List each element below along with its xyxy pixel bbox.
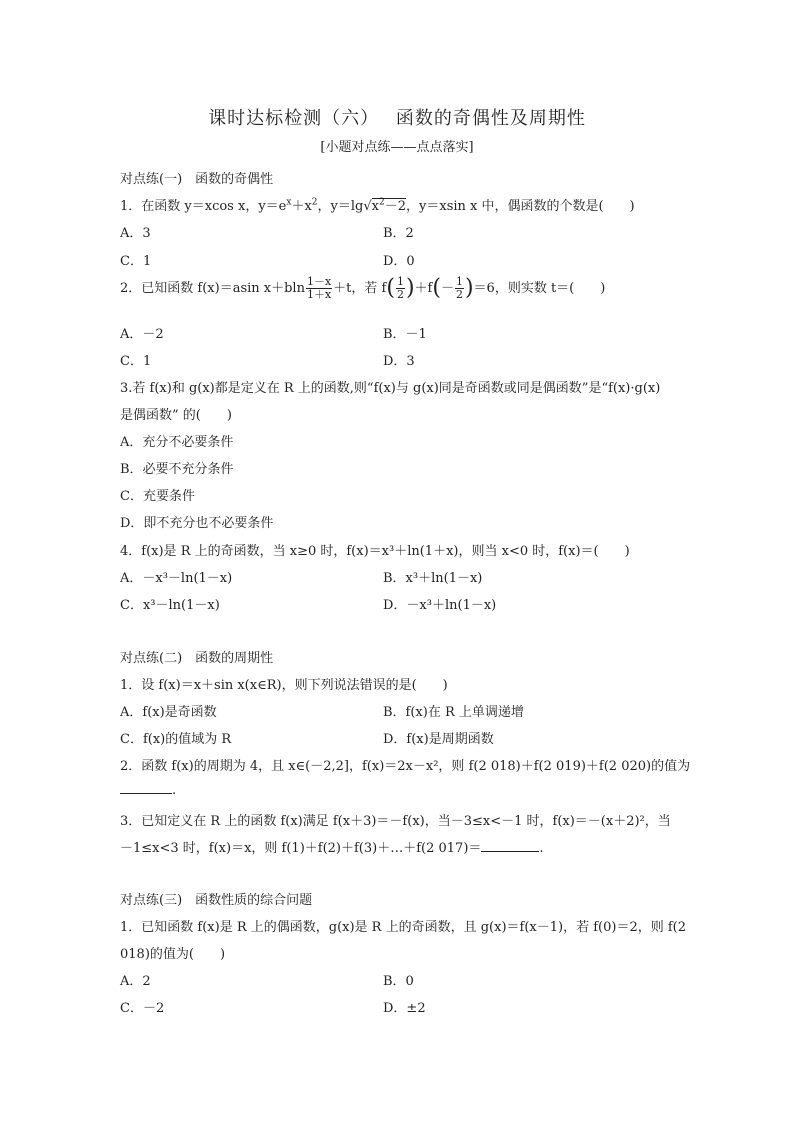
s2-q2-stem-line1: 2．函数 f(x)的周期为 4，且 x∈(－2,2]，f(x)＝2x－x²，则 f(2 018)＋f(2 019)＋f(2 020)的值为 — [120, 759, 691, 774]
s1-q1-option-a: A．3 — [120, 226, 151, 241]
answer-blank[interactable] — [120, 781, 172, 794]
s1-q2-option-c: C．1 — [120, 354, 152, 369]
s1-q3-option-d: D．即不充分也不必要条件 — [120, 516, 274, 531]
s1-q1-text-b: ＋x — [291, 199, 312, 214]
s1-q1-sup2: 2 — [311, 197, 318, 208]
s1-q4-option-a: A．－x³－ln(1－x) — [120, 571, 233, 586]
s1-q3-stem-line2: 是偶函数” 的( ) — [120, 408, 232, 423]
s1-q2-option-d: D．3 — [383, 354, 415, 369]
s1-q1-option-c: C．1 — [120, 254, 152, 269]
s1-q2-arg2 — [455, 276, 464, 301]
s2-q1-option-c: C．f(x)的值域为 R — [120, 732, 232, 747]
s2-q1-stem: 1．设 f(x)＝x＋sin x(x∈R)，则下列说法错误的是( ) — [120, 678, 448, 693]
s1-q1-stem — [120, 195, 635, 214]
s1-q4-option-c: C．x³－ln(1－x) — [120, 598, 220, 613]
left-paren-2: ( — [432, 275, 441, 301]
sqrt-symbol: √ — [363, 199, 372, 214]
s1-q1-radicand — [372, 198, 406, 214]
s1-q1-text-d: ，y＝xsin x 中，偶函数的个数是( ) — [406, 199, 635, 214]
page-title: 课时达标检测（六） 函数的奇偶性及周期性 — [208, 108, 586, 129]
s1-q3-stem-line1: 3.若 f(x)和 g(x)都是定义在 R 上的函数,则“f(x)与 g(x)同是奇函数或同是偶函数”是“f(x)·g(x) — [120, 381, 661, 396]
left-paren-1: ( — [386, 275, 395, 301]
s1-q2-stem — [120, 276, 605, 301]
s3-q1-stem-line1: 1．已知函数 f(x)是 R 上的偶函数，g(x)是 R 上的奇函数，且 g(x)＝f(x－1)，若 f(0)＝2，则 f(2 — [120, 920, 686, 935]
s1-q1-sup1: x — [286, 197, 292, 208]
s2-q1-option-b: B．f(x)在 R 上单调递增 — [383, 705, 524, 720]
s1-q1-option-d: D．0 — [383, 254, 415, 269]
answer-blank[interactable] — [481, 839, 539, 852]
arg2-denominator: 2 — [455, 288, 463, 301]
s2-q2-period: . — [172, 783, 177, 798]
s1-q2-text-d: ＝6，则实数 t＝( ) — [473, 281, 606, 296]
s1-q2-option-b: B．－1 — [383, 327, 427, 342]
radicand-sup: 2 — [379, 197, 385, 208]
s2-q1-option-a: A．f(x)是奇函数 — [120, 705, 217, 720]
s1-q2-option-a: A．－2 — [120, 327, 164, 342]
s2-q2-stem-line2 — [120, 781, 176, 798]
s3-q1-stem-line2: 018)的值为( ) — [120, 947, 226, 962]
s2-q3-text: －1≤x<3 时，f(x)＝x，则 f(1)＋f(2)＋f(3)＋…＋f(2 017)＝ — [120, 841, 482, 856]
radicand-rest: －2 — [384, 199, 407, 214]
s3-q1-option-c: C．－2 — [120, 1001, 165, 1016]
frac-denominator: 1＋x — [306, 288, 332, 301]
s1-q3-option-c: C．充要条件 — [120, 489, 195, 504]
s1-q2-text-c: ＋f — [414, 281, 433, 296]
s1-q2-log-fraction — [306, 276, 332, 301]
arg1-numerator: 1 — [396, 275, 404, 288]
s2-q1-option-d: D．f(x)是周期函数 — [383, 732, 494, 747]
arg1-denominator: 2 — [396, 288, 404, 301]
s2-q3-stem-line1: 3．已知定义在 R 上的函数 f(x)满足 f(x＋3)＝－f(x)，当－3≤x<－1 时，f(x)＝－(x＋2)²，当 — [120, 814, 671, 829]
s1-q1-text-c: ，y＝lg — [317, 199, 364, 214]
arg2-numerator: 1 — [455, 275, 463, 288]
section-heading-periodicity: 对点练(二) 函数的周期性 — [120, 651, 274, 666]
right-paren-2: ) — [464, 275, 474, 301]
s1-q4-option-b: B．x³＋ln(1－x) — [383, 571, 483, 586]
section-heading-parity: 对点练(一) 函数的奇偶性 — [120, 172, 274, 187]
arg2-sign: － — [440, 281, 454, 296]
section-heading-combined: 对点练(三) 函数性质的综合问题 — [120, 893, 313, 908]
s1-q1-text-a: 1．在函数 y＝xcos x，y＝e — [120, 199, 287, 214]
page-subtitle: [小题对点练——点点落实] — [320, 140, 474, 155]
s1-q4-option-d: D．－x³＋ln(1－x) — [383, 598, 497, 613]
s1-q2-arg1 — [396, 276, 405, 301]
s1-q4-stem: 4．f(x)是 R 上的奇函数，当 x≥0 时，f(x)＝x³＋ln(1＋x)，则当 x<0 时，f(x)＝( ) — [120, 544, 630, 559]
s2-q3-period: . — [539, 841, 544, 856]
s1-q3-option-b: B．必要不充分条件 — [120, 462, 234, 477]
right-paren-1: ) — [405, 275, 415, 301]
s3-q1-option-a: A．2 — [120, 974, 151, 989]
s1-q1-option-b: B．2 — [383, 226, 414, 241]
s1-q3-option-a: A．充分不必要条件 — [120, 435, 234, 450]
s2-q3-stem-line2 — [120, 837, 544, 856]
frac-numerator: 1－x — [306, 275, 332, 288]
s1-q2-text-a: 2．已知函数 f(x)＝asin x＋bln — [120, 281, 305, 296]
s3-q1-option-b: B．0 — [383, 974, 414, 989]
s1-q2-text-b: ＋t，若 f — [333, 281, 387, 296]
radicand-x: x — [371, 199, 379, 214]
s3-q1-option-d: D．±2 — [383, 1001, 426, 1016]
